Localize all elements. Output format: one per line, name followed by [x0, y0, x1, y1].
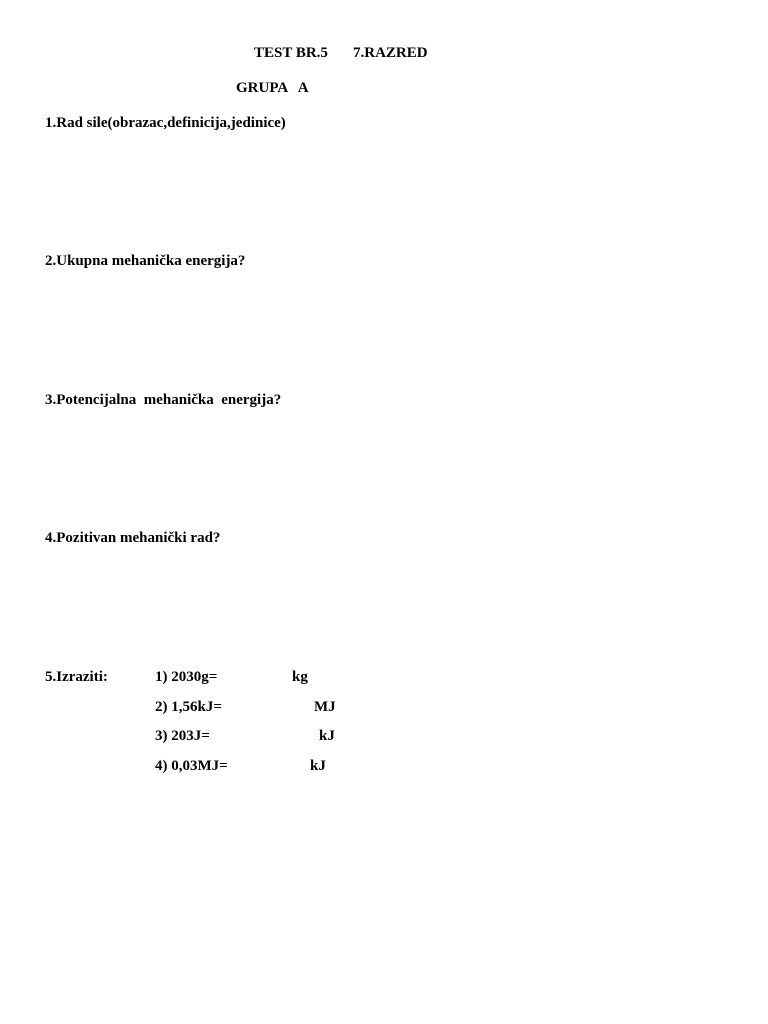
test-title: TEST BR.5	[254, 45, 328, 61]
conversion-label: 5.Izraziti:	[45, 669, 108, 685]
conversion-item-expr: 4) 0,03MJ=	[155, 758, 228, 774]
question-4: 4.Pozitivan mehanički rad?	[45, 530, 221, 546]
conversion-item-unit: kJ	[310, 758, 326, 774]
question-3: 3.Potencijalna mehanička energija?	[45, 392, 282, 408]
question-1: 1.Rad sile(obrazac,definicija,jedinice)	[45, 115, 286, 131]
conversion-item-expr: 3) 203J=	[155, 728, 210, 744]
grade-label: 7.RAZRED	[353, 45, 428, 61]
conversion-item-unit: kJ	[319, 728, 335, 744]
question-2: 2.Ukupna mehanička energija?	[45, 253, 246, 269]
conversion-item-expr: 2) 1,56kJ=	[155, 699, 222, 715]
conversion-item-unit: MJ	[314, 699, 336, 715]
group-label: GRUPA A	[236, 80, 309, 96]
conversion-item-expr: 1) 2030g=	[155, 669, 218, 685]
conversion-item-unit: kg	[292, 669, 308, 685]
